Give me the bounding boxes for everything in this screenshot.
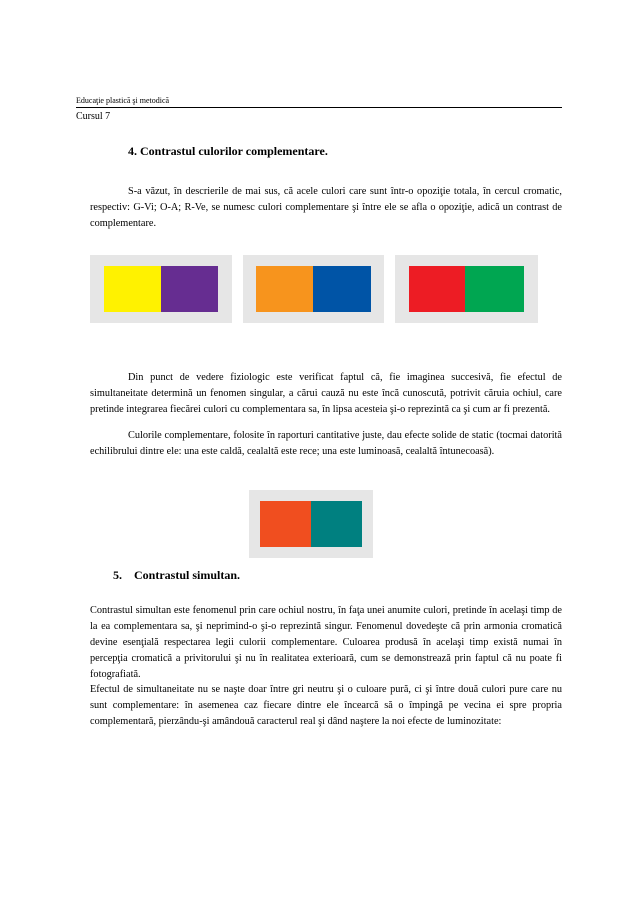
header-rule bbox=[76, 107, 562, 108]
swatch-pair-orange-blue bbox=[243, 255, 384, 323]
running-header-title: Educaţie plastică şi metodică bbox=[76, 96, 170, 105]
running-header-course: Cursul 7 bbox=[76, 111, 111, 122]
swatch-yellow bbox=[104, 266, 161, 312]
swatch-pair-redorange-teal bbox=[249, 490, 373, 558]
swatch-teal bbox=[311, 501, 362, 547]
section-4-paragraph-1: S-a văzut, în descrierile de mai sus, că acele culori care sunt într-o opoziţie totala, în cercul cromatic, respectiv: G-Vi; O-A; R-Ve, se numesc culori complementare şi între ele se afla o opoziţie, adică un contrast de complementare. bbox=[90, 186, 562, 229]
section-5-heading bbox=[113, 568, 240, 583]
section-5-paragraph-2: Efectul de simultaneitate nu se naşte doar între gri neutru şi o culoare pură, ci şi între două culori pure care nu sunt complementare: în asemenea caz fiecare dintre ele încearcă să o împingă pe vecina ei spre propria complementară, pierzându-şi amândouă caracterul real şi dând naştere la noi efecte de luminozitate: bbox=[90, 684, 562, 727]
swatch-red-orange bbox=[260, 501, 311, 547]
swatch-blue bbox=[313, 266, 371, 312]
section-4-paragraph-2: Din punct de vedere fiziologic este verificat faptul că, fie imaginea succesivă, fie efectul de simultaneitate determină un fenomen singular, a cărui cauză nu este încă cunoscută, potrivit căruia ochiul, care pretinde integrarea fiecărei culori cu complementara sa, în lipsa acesteia şi-o reprezintă ca şi cum ar fi prezentă. bbox=[90, 372, 562, 415]
swatch-red bbox=[409, 266, 465, 312]
section-5-title: Contrastul simultan. bbox=[134, 568, 241, 582]
swatch-pair-red-green bbox=[395, 255, 538, 323]
swatch-orange bbox=[256, 266, 313, 312]
swatch-pair-yellow-violet bbox=[90, 255, 232, 323]
section-5-number: 5. bbox=[113, 568, 122, 582]
section-4-heading: 4. Contrastul culorilor complementare. bbox=[128, 144, 328, 158]
swatch-violet bbox=[161, 266, 218, 312]
section-5-paragraph-1: Contrastul simultan este fenomenul prin care ochiul nostru, în faţa unei anumite culori, pretinde în acelaşi timp de la ea complementara sa, şi neprimind-o şi-o reprezintă singur. Fenomenul dovedeşte că prin armonia cromatică devine esenţială respectarea legii culorii complementare. Culoarea produsă în acelaşi timp există numai în percepţia cromatică a privitorului şi nu în realitatea exterioară, cum se demonstrează prin faptul că nu poate fi fotografiată. bbox=[90, 605, 562, 680]
section-4-paragraph-3: Culorile complementare, folosite în raporturi cantitative juste, dau efecte solide de static (tocmai datorită echilibrului dintre ele: una este caldă, cealaltă este rece; una este luminoasă, cealaltă întunecoasă). bbox=[90, 430, 562, 457]
swatch-green bbox=[465, 266, 524, 312]
